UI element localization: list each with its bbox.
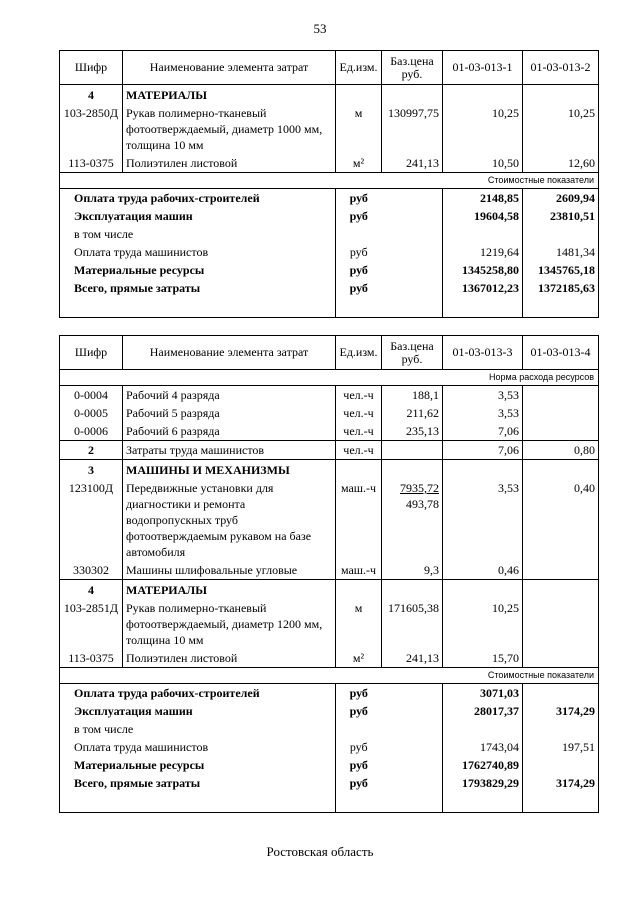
norm-value-1: 10,50 (443, 154, 523, 173)
base-price (382, 479, 443, 561)
cost-section-row (60, 173, 599, 189)
resource-code: 0-0006 (60, 422, 123, 441)
header-row (60, 336, 599, 370)
base-price (382, 441, 443, 460)
padding-cell (336, 792, 382, 813)
summary-row (60, 756, 599, 774)
summary-value-1: 2148,85 (443, 189, 523, 208)
resource-unit: м (336, 104, 382, 154)
resource-code: 0-0004 (60, 386, 123, 405)
resource-name: Машины шлифовальные угловые (123, 561, 336, 580)
resource-unit: чел.-ч (336, 422, 382, 441)
norm-value-1: 3,53 (443, 386, 523, 405)
cost-section-row (60, 668, 599, 684)
padding-cell (443, 297, 523, 318)
summary-value-2 (523, 225, 599, 243)
base-price-value: 211,62 (406, 406, 439, 420)
footer-region: Ростовская область (266, 844, 374, 859)
base-price-value: 9,3 (424, 563, 439, 577)
norm-value-1 (443, 580, 523, 600)
padding-cell (382, 297, 443, 318)
resource-row (60, 479, 599, 561)
resource-unit: м² (336, 649, 382, 668)
resource-name: МАТЕРИАЛЫ (123, 580, 336, 600)
padding-cell (443, 792, 523, 813)
summary-value-1: 19604,58 (443, 207, 523, 225)
summary-value-2 (523, 756, 599, 774)
resource-row (60, 422, 599, 441)
resource-unit: маш.-ч (336, 479, 382, 561)
norm-value-1 (443, 85, 523, 105)
cost-section-label: Стоимостные показатели (60, 173, 599, 189)
resource-unit: чел.-ч (336, 386, 382, 405)
summary-value-1: 28017,37 (443, 702, 523, 720)
summary-empty (382, 189, 443, 208)
resource-code: 103-2850Д (60, 104, 123, 154)
summary-empty (382, 225, 443, 243)
norm-value-1: 3,53 (443, 404, 523, 422)
header-code-col-2: 01-03-013-2 (523, 51, 599, 85)
norm-value-2 (523, 404, 599, 422)
summary-row (60, 261, 599, 279)
resource-row (60, 154, 599, 173)
summary-name: Всего, прямые затраты (60, 279, 336, 297)
resource-name: Рабочий 6 разряда (123, 422, 336, 441)
norm-value-1: 3,53 (443, 479, 523, 561)
header-base-price: Баз.цена руб. (382, 336, 443, 370)
norm-value-2: 0,80 (523, 441, 599, 460)
resource-code: 2 (60, 441, 123, 460)
resource-row (60, 599, 599, 649)
summary-row (60, 738, 599, 756)
base-price-value: 130997,75 (388, 106, 439, 120)
summary-value-1 (443, 720, 523, 738)
base-price (382, 580, 443, 600)
norm-value-2 (523, 460, 599, 480)
summary-row (60, 774, 599, 792)
norm-value-2 (523, 599, 599, 649)
summary-value-2: 3174,29 (523, 774, 599, 792)
base-price (382, 85, 443, 105)
resource-name: Рабочий 5 разряда (123, 404, 336, 422)
norm-value-1: 10,25 (443, 599, 523, 649)
summary-unit (336, 225, 382, 243)
header-unit: Ед.изм. (336, 336, 382, 370)
summary-unit: руб (349, 686, 368, 700)
resource-row (60, 386, 599, 405)
summary-unit: руб (349, 191, 368, 205)
summary-name: Оплата труда машинистов (60, 738, 336, 756)
resource-code: 123100Д (60, 479, 123, 561)
norm-value-2 (523, 580, 599, 600)
summary-value-1 (443, 225, 523, 243)
summary-value-1: 3071,03 (443, 684, 523, 703)
header-code-col-2: 01-03-013-4 (523, 336, 599, 370)
base-price-value: 235,13 (406, 424, 439, 438)
summary-unit (336, 720, 382, 738)
resource-code: 103-2851Д (60, 599, 123, 649)
table-bottom-padding (60, 792, 599, 813)
summary-row (60, 720, 599, 738)
resource-code: 113-0375 (60, 154, 123, 173)
header-unit: Ед.изм. (336, 51, 382, 85)
norm-section-row (60, 370, 599, 386)
header-code: Шифр (60, 51, 123, 85)
header-code: Шифр (60, 336, 123, 370)
summary-empty (382, 279, 443, 297)
base-price-value: 241,13 (406, 651, 439, 665)
norm-value-2 (523, 85, 599, 105)
padding-cell (523, 297, 599, 318)
base-price-secondary: 493,78 (406, 497, 439, 511)
summary-unit: руб (349, 245, 368, 259)
base-price (382, 422, 443, 441)
resource-name: Рабочий 4 разряда (123, 386, 336, 405)
summary-row (60, 702, 599, 720)
norm-section-label: Норма расхода ресурсов (60, 370, 599, 386)
summary-name: Оплата труда рабочих-строителей (60, 684, 336, 703)
norm-value-2 (523, 561, 599, 580)
base-price-value: 188,1 (412, 388, 439, 402)
norm-value-1: 0,46 (443, 561, 523, 580)
summary-empty (382, 207, 443, 225)
norm-value-2 (523, 649, 599, 668)
cost-table-1 (59, 50, 599, 318)
base-price (382, 599, 443, 649)
summary-unit: руб (349, 740, 368, 754)
padding-cell (382, 792, 443, 813)
norm-value-1: 7,06 (443, 441, 523, 460)
padding-cell (523, 792, 599, 813)
base-price (382, 561, 443, 580)
base-price (382, 154, 443, 173)
summary-row (60, 207, 599, 225)
resource-name: Рукав полимерно-тканевый фотоотверждаемый, диаметр 1200 мм, толщина 10 мм (123, 599, 336, 649)
summary-name: в том числе (60, 720, 336, 738)
cost-table-2 (59, 335, 599, 813)
norm-value-2 (523, 422, 599, 441)
resource-name: МАШИНЫ И МЕХАНИЗМЫ (123, 460, 336, 480)
resource-row (60, 649, 599, 668)
padding-cell (60, 297, 336, 318)
summary-value-1: 1762740,89 (443, 756, 523, 774)
resource-name: МАТЕРИАЛЫ (123, 85, 336, 105)
summary-name: Всего, прямые затраты (60, 774, 336, 792)
summary-unit: руб (349, 281, 368, 295)
resource-name: Затраты труда машинистов (123, 441, 336, 460)
base-price (382, 386, 443, 405)
summary-value-2: 1481,34 (523, 243, 599, 261)
summary-value-1: 1743,04 (443, 738, 523, 756)
base-price (382, 460, 443, 480)
table-bottom-padding (60, 297, 599, 318)
summary-unit: руб (349, 758, 368, 772)
summary-value-1: 1793829,29 (443, 774, 523, 792)
summary-empty (382, 243, 443, 261)
resource-code: 4 (60, 85, 123, 105)
summary-name: Эксплуатация машин (60, 207, 336, 225)
resource-row (60, 404, 599, 422)
summary-empty (382, 702, 443, 720)
resource-row (60, 561, 599, 580)
base-price (382, 649, 443, 668)
resource-name: Передвижные установки для диагностики и ремонта водопропускных труб фотоотверждаемым рукавом на базе автомобиля (123, 479, 336, 561)
summary-name: Эксплуатация машин (60, 702, 336, 720)
norm-value-2: 10,25 (523, 104, 599, 154)
summary-unit: руб (349, 776, 368, 790)
header-name: Наименование элемента затрат (123, 51, 336, 85)
base-price (382, 104, 443, 154)
resource-code: 4 (60, 580, 123, 600)
base-price-value: 7935,72 (400, 481, 439, 495)
summary-unit: руб (349, 263, 368, 277)
resource-name: Рукав полимерно-тканевый фотоотверждаемый, диаметр 1000 мм, толщина 10 мм (123, 104, 336, 154)
norm-value-1: 7,06 (443, 422, 523, 441)
resource-row (60, 441, 599, 460)
group-row (60, 460, 599, 480)
resource-code: 0-0005 (60, 404, 123, 422)
resource-unit (336, 580, 382, 600)
group-row (60, 580, 599, 600)
summary-value-2: 197,51 (523, 738, 599, 756)
summary-row (60, 189, 599, 208)
resource-unit: чел.-ч (336, 441, 382, 460)
summary-name: Материальные ресурсы (60, 756, 336, 774)
header-code-col-1: 01-03-013-1 (443, 51, 523, 85)
summary-value-2: 3174,29 (523, 702, 599, 720)
summary-empty (382, 261, 443, 279)
resource-unit: маш.-ч (336, 561, 382, 580)
summary-name: Оплата труда рабочих-строителей (60, 189, 336, 208)
summary-unit: руб (349, 704, 368, 718)
summary-name: в том числе (60, 225, 336, 243)
norm-value-1 (443, 460, 523, 480)
summary-row (60, 225, 599, 243)
resource-unit (336, 85, 382, 105)
summary-value-2: 1372185,63 (523, 279, 599, 297)
resource-name: Полиэтилен листовой (123, 649, 336, 668)
resource-unit: м (336, 599, 382, 649)
summary-value-2 (523, 684, 599, 703)
norm-value-1: 15,70 (443, 649, 523, 668)
norm-value-2 (523, 386, 599, 405)
padding-cell (336, 297, 382, 318)
summary-empty (382, 774, 443, 792)
header-row (60, 51, 599, 85)
resource-name: Полиэтилен листовой (123, 154, 336, 173)
summary-row (60, 684, 599, 703)
norm-value-2: 0,40 (523, 479, 599, 561)
header-name: Наименование элемента затрат (123, 336, 336, 370)
resource-unit (336, 460, 382, 480)
summary-unit: руб (349, 209, 368, 223)
header-base-price: Баз.цена руб. (382, 51, 443, 85)
resource-code: 330302 (60, 561, 123, 580)
summary-row (60, 279, 599, 297)
page-number: 53 (313, 21, 327, 36)
summary-empty (382, 684, 443, 703)
header-code-col-1: 01-03-013-3 (443, 336, 523, 370)
base-price-value: 241,13 (406, 156, 439, 170)
summary-empty (382, 756, 443, 774)
norm-value-1: 10,25 (443, 104, 523, 154)
norm-value-2: 12,60 (523, 154, 599, 173)
group-row (60, 85, 599, 105)
resource-code: 113-0375 (60, 649, 123, 668)
resource-code: 3 (60, 460, 123, 480)
summary-value-1: 1367012,23 (443, 279, 523, 297)
summary-empty (382, 720, 443, 738)
summary-value-2: 1345765,18 (523, 261, 599, 279)
resource-unit: м² (336, 154, 382, 173)
padding-cell (60, 792, 336, 813)
summary-name: Материальные ресурсы (60, 261, 336, 279)
summary-value-2: 2609,94 (523, 189, 599, 208)
base-price-value: 171605,38 (388, 601, 439, 615)
summary-value-1: 1219,64 (443, 243, 523, 261)
summary-value-2: 23810,51 (523, 207, 599, 225)
resource-row (60, 104, 599, 154)
summary-value-1: 1345258,80 (443, 261, 523, 279)
summary-empty (382, 738, 443, 756)
summary-name: Оплата труда машинистов (60, 243, 336, 261)
summary-value-2 (523, 720, 599, 738)
cost-section-label: Стоимостные показатели (60, 668, 599, 684)
base-price (382, 404, 443, 422)
summary-row (60, 243, 599, 261)
resource-unit: чел.-ч (336, 404, 382, 422)
